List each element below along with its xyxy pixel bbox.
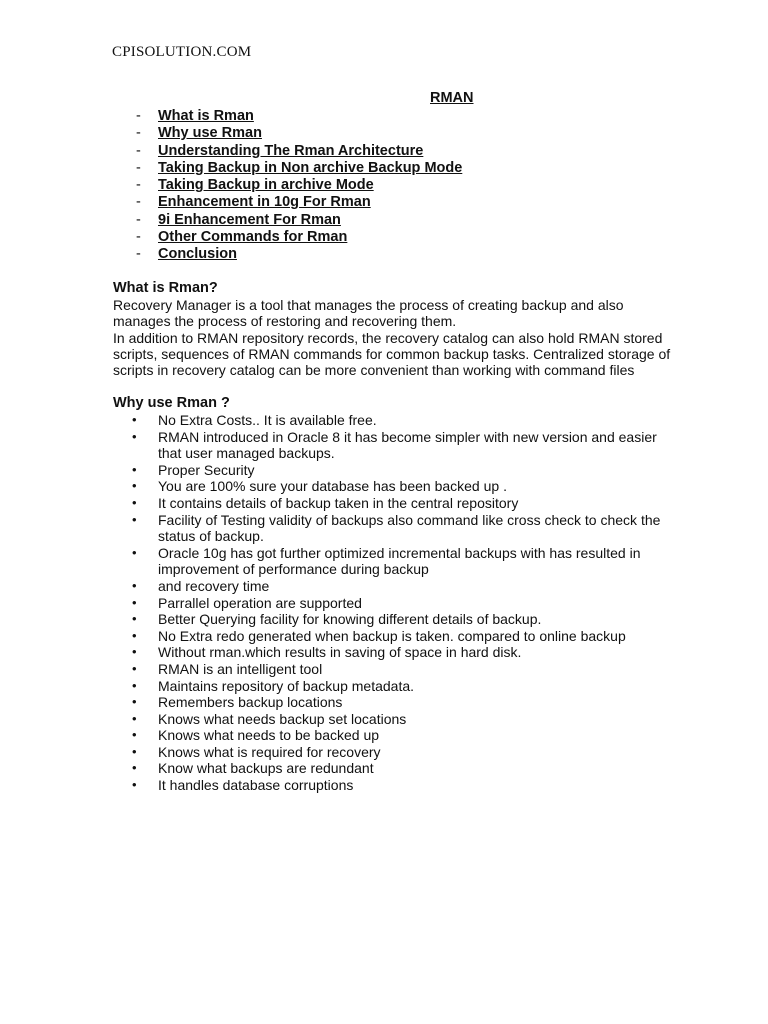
bullet-item: • Without rman.which results in saving of space in hard disk. [128,644,668,661]
bullet-item: • Parrallel operation are supported [128,595,668,612]
toc-item [136,194,462,211]
toc-dash: - [136,229,141,246]
toc-link-why-use-rman[interactable]: Why use Rman [158,125,262,142]
toc-dash: - [136,125,141,142]
site-header: CPISOLUTION.COM [112,44,252,60]
bullet-item: • You are 100% sure your database has been backed up . [128,478,668,495]
toc-link-architecture[interactable]: Understanding The Rman Architecture [158,142,424,159]
toc-dash: - [136,159,141,176]
toc-dash: - [136,142,141,159]
toc-item [136,108,462,125]
bullet-item: • Facility of Testing validity of backups also command like cross check to check the status of backup. [128,512,668,545]
paragraph: In addition to RMAN repository records, the recovery catalog can also hold RMAN stored scripts, sequences of RMAN commands for common backup tasks. Centralized storage of scripts in recovery catalog can be more convenient than working with command files [113,329,671,379]
bullet-item: • Maintains repository of backup metadata. [128,678,668,695]
toc-item [136,177,462,194]
toc-item [136,143,462,160]
toc-dash: - [136,108,141,124]
toc-dash: - [136,194,141,211]
paragraph: Recovery Manager is a tool that manages the process of creating backup and also manages the process of restoring and recovering them. [113,297,624,330]
bullet-item: • Proper Security [128,462,668,479]
bullet-item: • RMAN is an intelligent tool [128,661,668,678]
bullet-item: • No Extra Costs.. It is available free. [128,412,668,429]
section-heading-why-use-rman: Why use Rman ? [113,395,230,411]
toc-link-non-archive-backup[interactable]: Taking Backup in Non archive Backup Mode [158,159,463,176]
toc-dash: - [136,177,141,194]
document-title: RMAN [430,90,474,106]
toc-link-9i-enhancement[interactable]: 9i Enhancement For Rman [158,211,341,228]
toc-item [136,246,462,263]
toc-link-what-is-rman[interactable]: What is Rman [158,108,254,124]
toc-link-conclusion[interactable]: Conclusion [158,246,237,263]
toc-dash: - [136,211,141,228]
toc-link-archive-backup[interactable]: Taking Backup in archive Mode [158,177,374,194]
toc-link-10g-enhancement[interactable]: Enhancement in 10g For Rman [158,194,371,211]
bullet-item: • Knows what needs to be backed up [128,727,668,744]
bullet-item: • Oracle 10g has got further optimized incremental backups with has resulted in improvement of performance during backup [128,545,668,578]
toc-item [136,160,462,177]
bullet-item: • Remembers backup locations [128,694,668,711]
section-heading-what-is-rman: What is Rman? [113,280,218,296]
section-body-what-is-rman [113,297,673,378]
bullet-item: • RMAN introduced in Oracle 8 it has become simpler with new version and easier that user managed backups. [128,429,668,462]
why-use-bullet-list [128,412,668,794]
bullet-item: • No Extra redo generated when backup is taken. compared to online backup [128,628,668,645]
bullet-item: • and recovery time [128,578,668,595]
bullet-item: • It contains details of backup taken in the central repository [128,495,668,512]
toc-dash: - [136,246,141,263]
toc-item [136,212,462,229]
toc-item [136,229,462,246]
bullet-item: • Better Querying facility for knowing different details of backup. [128,611,668,628]
bullet-item: • It handles database corruptions [128,777,668,794]
table-of-contents [136,108,462,264]
bullet-item: • Know what backups are redundant [128,760,668,777]
bullet-item: • Knows what needs backup set locations [128,711,668,728]
toc-link-other-commands[interactable]: Other Commands for Rman [158,229,348,246]
toc-item [136,125,462,142]
bullet-item: • Knows what is required for recovery [128,744,668,761]
